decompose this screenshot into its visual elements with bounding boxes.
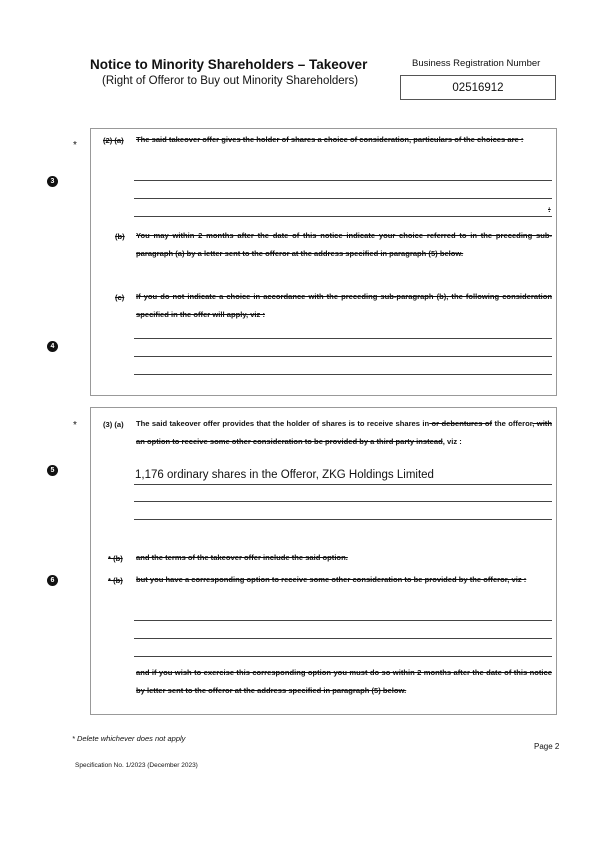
answer-line-2c-1[interactable] — [134, 338, 552, 339]
answer-line-3b-1[interactable] — [134, 620, 552, 621]
answer-line-3b-2[interactable] — [134, 638, 552, 639]
answer-line-2a-3[interactable] — [134, 216, 552, 217]
para-2b-number: (b) — [115, 232, 125, 241]
page-number: Page 2 — [534, 742, 560, 751]
para-2a-text: The said takeover offer gives the holder of shares a choice of consideration, particulars of the choices are : — [136, 135, 524, 144]
para-2a-end-colon: : — [548, 205, 551, 214]
para-3a-strike-1: or debentures of — [429, 419, 493, 428]
para-3a-answer[interactable]: 1,176 ordinary shares in the Offeror, ZKG Holdings Limited — [135, 469, 434, 481]
para-3a-text-3: , viz : — [442, 437, 462, 446]
para-2c-number: (c) — [115, 293, 125, 302]
para-3b1-text: and the terms of the takeover offer include the said option. — [136, 553, 348, 562]
footnote: * Delete whichever does not apply — [72, 734, 186, 743]
answer-line-3a-2[interactable] — [134, 501, 552, 502]
answer-line-2c-2[interactable] — [134, 356, 552, 357]
marker-5: 5 — [47, 465, 58, 476]
answer-line-3a-1[interactable] — [134, 484, 552, 485]
section-b-star: * — [73, 420, 77, 431]
marker-4: 4 — [47, 341, 58, 352]
answer-line-3b-3[interactable] — [134, 656, 552, 657]
para-2b-text: You may within 2 months after the date of this notice indicate your choice referred to in the preceding sub-paragraph (a) by a letter sent to the offeror at the address specified in paragraph (5) below. — [136, 231, 552, 258]
para-3b2-number: * (b) — [108, 576, 123, 585]
answer-line-2a-1[interactable] — [134, 180, 552, 181]
para-3a-text-1: The said takeover offer provides that the holder of shares is to receive shares in — [136, 419, 430, 428]
answer-line-2c-3[interactable] — [134, 374, 552, 375]
brn-label: Business Registration Number — [412, 58, 541, 69]
section-a-star: * — [73, 140, 77, 151]
para-3b1-number: * (b) — [108, 554, 123, 563]
para-3b2-tail: and if you wish to exercise this corresponding option you must do so within 2 months after the date of this notice by letter sent to the offeror at the address specified in paragraph (5) below. — [136, 668, 552, 695]
para-3a-strike-2: , with an option to receive some other consideration to be provided by a third party instead — [136, 419, 552, 446]
answer-line-2a-2[interactable] — [134, 198, 552, 199]
para-3a-text-2: the offeror — [494, 419, 533, 428]
para-2a-number: (2) (a) — [103, 136, 124, 145]
brn-field[interactable]: 02516912 — [400, 75, 556, 100]
para-2c-text: If you do not indicate a choice in accordance with the preceding sub-paragraph (b), the following consideration specified in the offer will apply, viz : — [136, 292, 552, 319]
answer-line-3a-3[interactable] — [134, 519, 552, 520]
marker-6: 6 — [47, 575, 58, 586]
page-subtitle: (Right of Offeror to Buy out Minority Shareholders) — [102, 75, 359, 87]
para-3a-text — [136, 415, 552, 451]
specification-number: Specification No. 1/2023 (December 2023) — [75, 762, 198, 769]
para-3a-number: (3) (a) — [103, 420, 124, 429]
marker-3: 3 — [47, 176, 58, 187]
para-3b2-text: but you have a corresponding option to receive some other consideration to be provided by the offeror, viz : — [136, 575, 527, 584]
page-title: Notice to Minority Shareholders – Takeover — [90, 57, 368, 72]
